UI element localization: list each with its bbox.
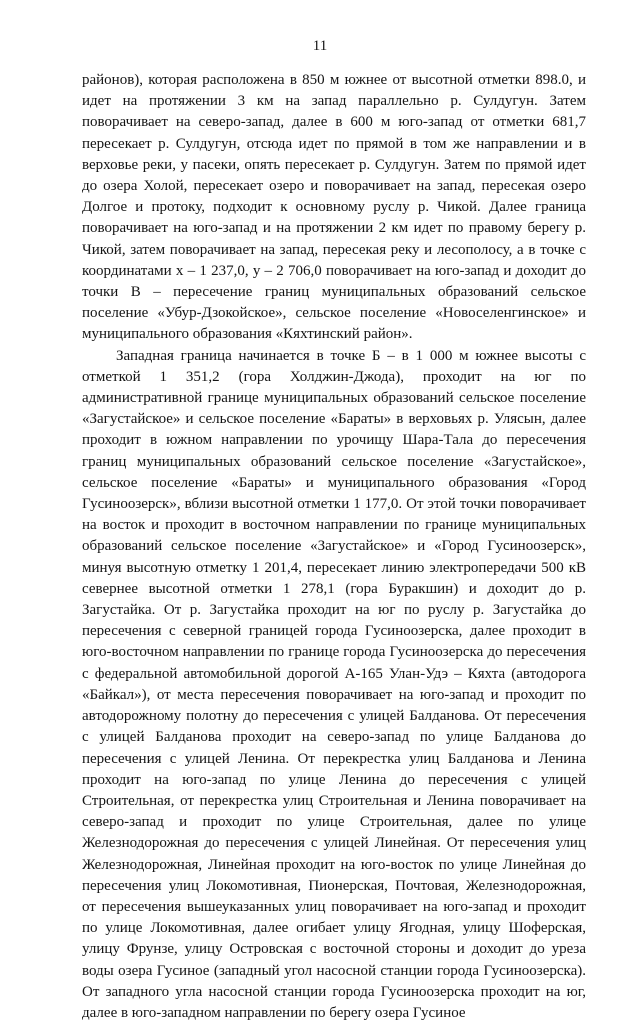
paragraph-north-boundary-continuation: районов), которая расположена в 850 м южнее от высотной отметки 898.0, и идет на протяжении 3 км на запад параллельно р. Сулдугун. Затем поворачивает на северо-запад, далее в 600 м юго-запад от отметки 681,7 пересекает р. Сулдугун, отсюда идет по прямой в том же направлении и в верховье реки, у пасеки, опять пересекает р. Сулдугун. Затем по прямой идет до озера Холой, пересекает озеро и поворачивает на запад, пересекая озеро Долгое и протоку, подходит к основному руслу р. Чикой. Далее граница поворачивает на юго-запад и на протяжении 2 км идет по правому берегу р. Чикой, затем поворачивает на запад, пересекая реку и лесополосу, а в точке с координатами х – 1 237,0, у – 2 706,0 поворачивает на юго-запад и доходит до точки В – пересечение границ муниципальных образований сельское поселение «Убур-Дзокойское», сельское поселение «Новоселенгинское» и муниципального образования «Кяхтинский район». (82, 72, 586, 343)
document-body (82, 70, 586, 1024)
page-number: 11 (312, 38, 328, 54)
paragraph-western-boundary: Западная граница начинается в точке Б – в 1 000 м южнее высоты с отметкой 1 351,2 (гора Холджин-Джода), проходит на юг по административной границе муниципальных образований сельское поселение «Загустайское» и сельское поселение «Бараты» в верховьях р. Улясын, далее проходит в южном направлении по урочищу Шара-Тала до пересечения границ муниципальных образований сельское поселение «Загустайское», сельское поселение «Бараты» и муниципального образования «Город Гусиноозерск», вблизи высотной отметки 1 177,0. От этой точки поворачивает на восток и проходит в восточном направлении по границе муниципальных образований сельское поселение «Загустайское» и «Город Гусиноозерск», минуя высотную отметку 1 201,4, пересекает линию электропередачи 500 кВ севернее высотной отметки 1 278,1 (гора Буракшин) и доходит до р. Загустайка. От р. Загустайка проходит на юг по руслу р. Загустайка до пересечения с северной границей города Гусиноозерска, далее проходит в юго-восточном направлении по границе города Гусиноозерска до пересечения с федеральной автомобильной дорогой А-165 Улан-Удэ – Кяхта (автодорога «Байкал»), от места пересечения поворачивает на юго-запад и проходит по автодорожному полотну до пересечения с улицей Балданова. От пересечения с улицей Балданова проходит на северо-запад по улице Балданова до пересечения с улицей Ленина. От перекрестка улиц Балданова и Ленина проходит на юго-запад по улице Ленина до пересечения с улицей Строительная, от перекрестка улиц Строительная и Ленина поворачивает на северо-запад и проходит по улице Строительная, далее по улице Железнодорожная до пересечения с улицей Линейная. От пересечения улиц Железнодорожная, Линейная проходит на юго-восток по улице Линейная до пересечения улиц Локомотивная, Пионерская, Почтовая, Железнодорожная, от пересечения вышеуказанных улиц поворачивает на юго-запад и проходит по улице Локомотивная, далее огибает улицу Ягодная, улицу Шоферская, улицу Фрунзе, улицу Островская с восточной стороны и доходит до уреза воды озера Гусиное (западный угол насосной станции города Гусиноозерска). От западного угла насосной станции города Гусиноозерска проходит на юг, далее в юго-западном направлении по берегу озера Гусиное (82, 347, 586, 1021)
